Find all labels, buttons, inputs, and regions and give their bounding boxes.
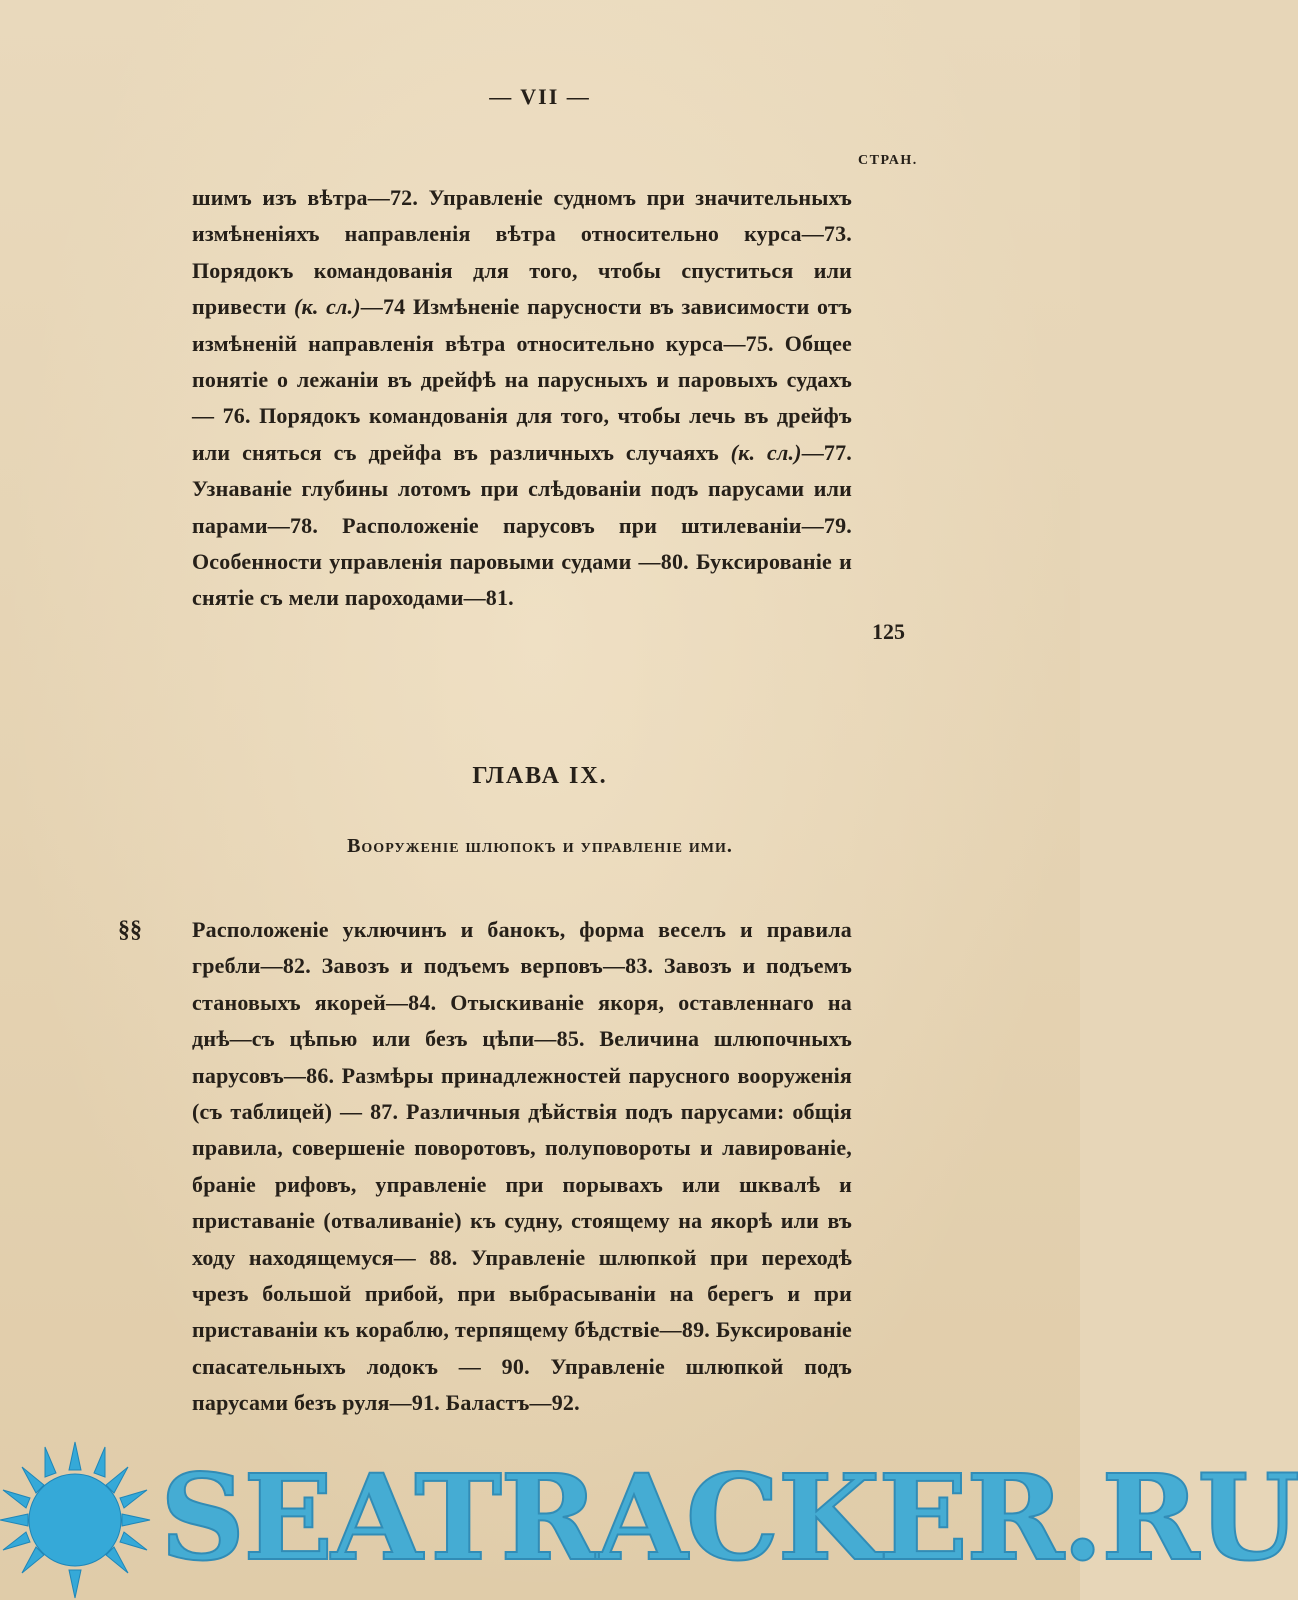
contents-paragraph-2 xyxy=(192,912,852,1422)
sun-icon xyxy=(0,1430,170,1600)
column-label-pages: СТРАН. xyxy=(858,153,918,168)
abbreviation-italic: (к. сл.) xyxy=(730,439,802,465)
paragraph-text: шимъ изъ вѣтра—72. Управленіе судномъ при значительныхъ измѣненіяхъ направленія вѣтра относительно курса—73. Порядокъ командованія для того, чтобы спуститься или привести xyxy=(192,185,852,320)
abbreviation-italic: (к. сл.) xyxy=(293,294,361,320)
page-reference: 125 xyxy=(872,619,905,644)
paragraph-first-line: Расположеніе уключинъ и банокъ, форма веселъ и правила xyxy=(192,917,852,942)
section-mark: §§ xyxy=(118,917,142,943)
paragraph-text: —77. Узнаваніе глубины лотомъ при слѣдованіи подъ парусами или парами—78. Расположеніе парусовъ при штилеваніи—79. Особенности управленія паровыми судами —80. Буксированіе и снятіе съ мели пароходами—81. xyxy=(192,439,852,611)
paragraph-text: —74 Измѣненіе парусности въ зависимости отъ измѣненій направленія вѣтра относительно курса—75. Общее понятіе о лежаніи въ дрейфѣ на парусныхъ и паровыхъ судахъ — 76. Порядокъ командованія для того, чтобы лечь въ дрейфъ или сняться съ дрейфа въ различныхъ случаяхъ xyxy=(192,294,852,465)
paragraph-text: гребли—82. Завозъ и подъемъ верповъ—83. Завозъ и подъемъ становыхъ якорей—84. Отыскиваніе якоря, оставленнаго на днѣ—съ цѣпью или безъ цѣпи—85. Величина шлюпочныхъ парусовъ—86. Размѣры принадлежностей парусного вооруженія (съ таблицей) — 87. Различныя дѣйствія подъ парусами: общія правила, совершеніе поворотовъ, полуповороты и лавированіе, браніе рифовъ, управленіе при порывахъ или шквалѣ и приставаніе (отваливаніе) къ судну, стоящему на якорѣ или въ ходу находящемуся— 88. Управленіе шлюпкой при переходѣ чрезъ большой прибой, при выбрасываніи на берегъ и при приставаніи къ кораблю, терпящему бѣдствіе—89. Буксированіе спасательныхъ лодокъ — 90. Управленіе шлюпкой подъ парусами безъ руля—91. Баластъ—92. xyxy=(192,953,852,1416)
watermark-text: SEATRACKER.RU xyxy=(160,1448,1298,1587)
chapter-subtitle: Вооруженіе шлюпокъ и управленіе ими. xyxy=(347,835,733,857)
contents-paragraph-1 xyxy=(192,180,852,617)
chapter-heading: ГЛАВА IX. xyxy=(472,763,608,789)
page-number: — VII — xyxy=(489,84,591,109)
